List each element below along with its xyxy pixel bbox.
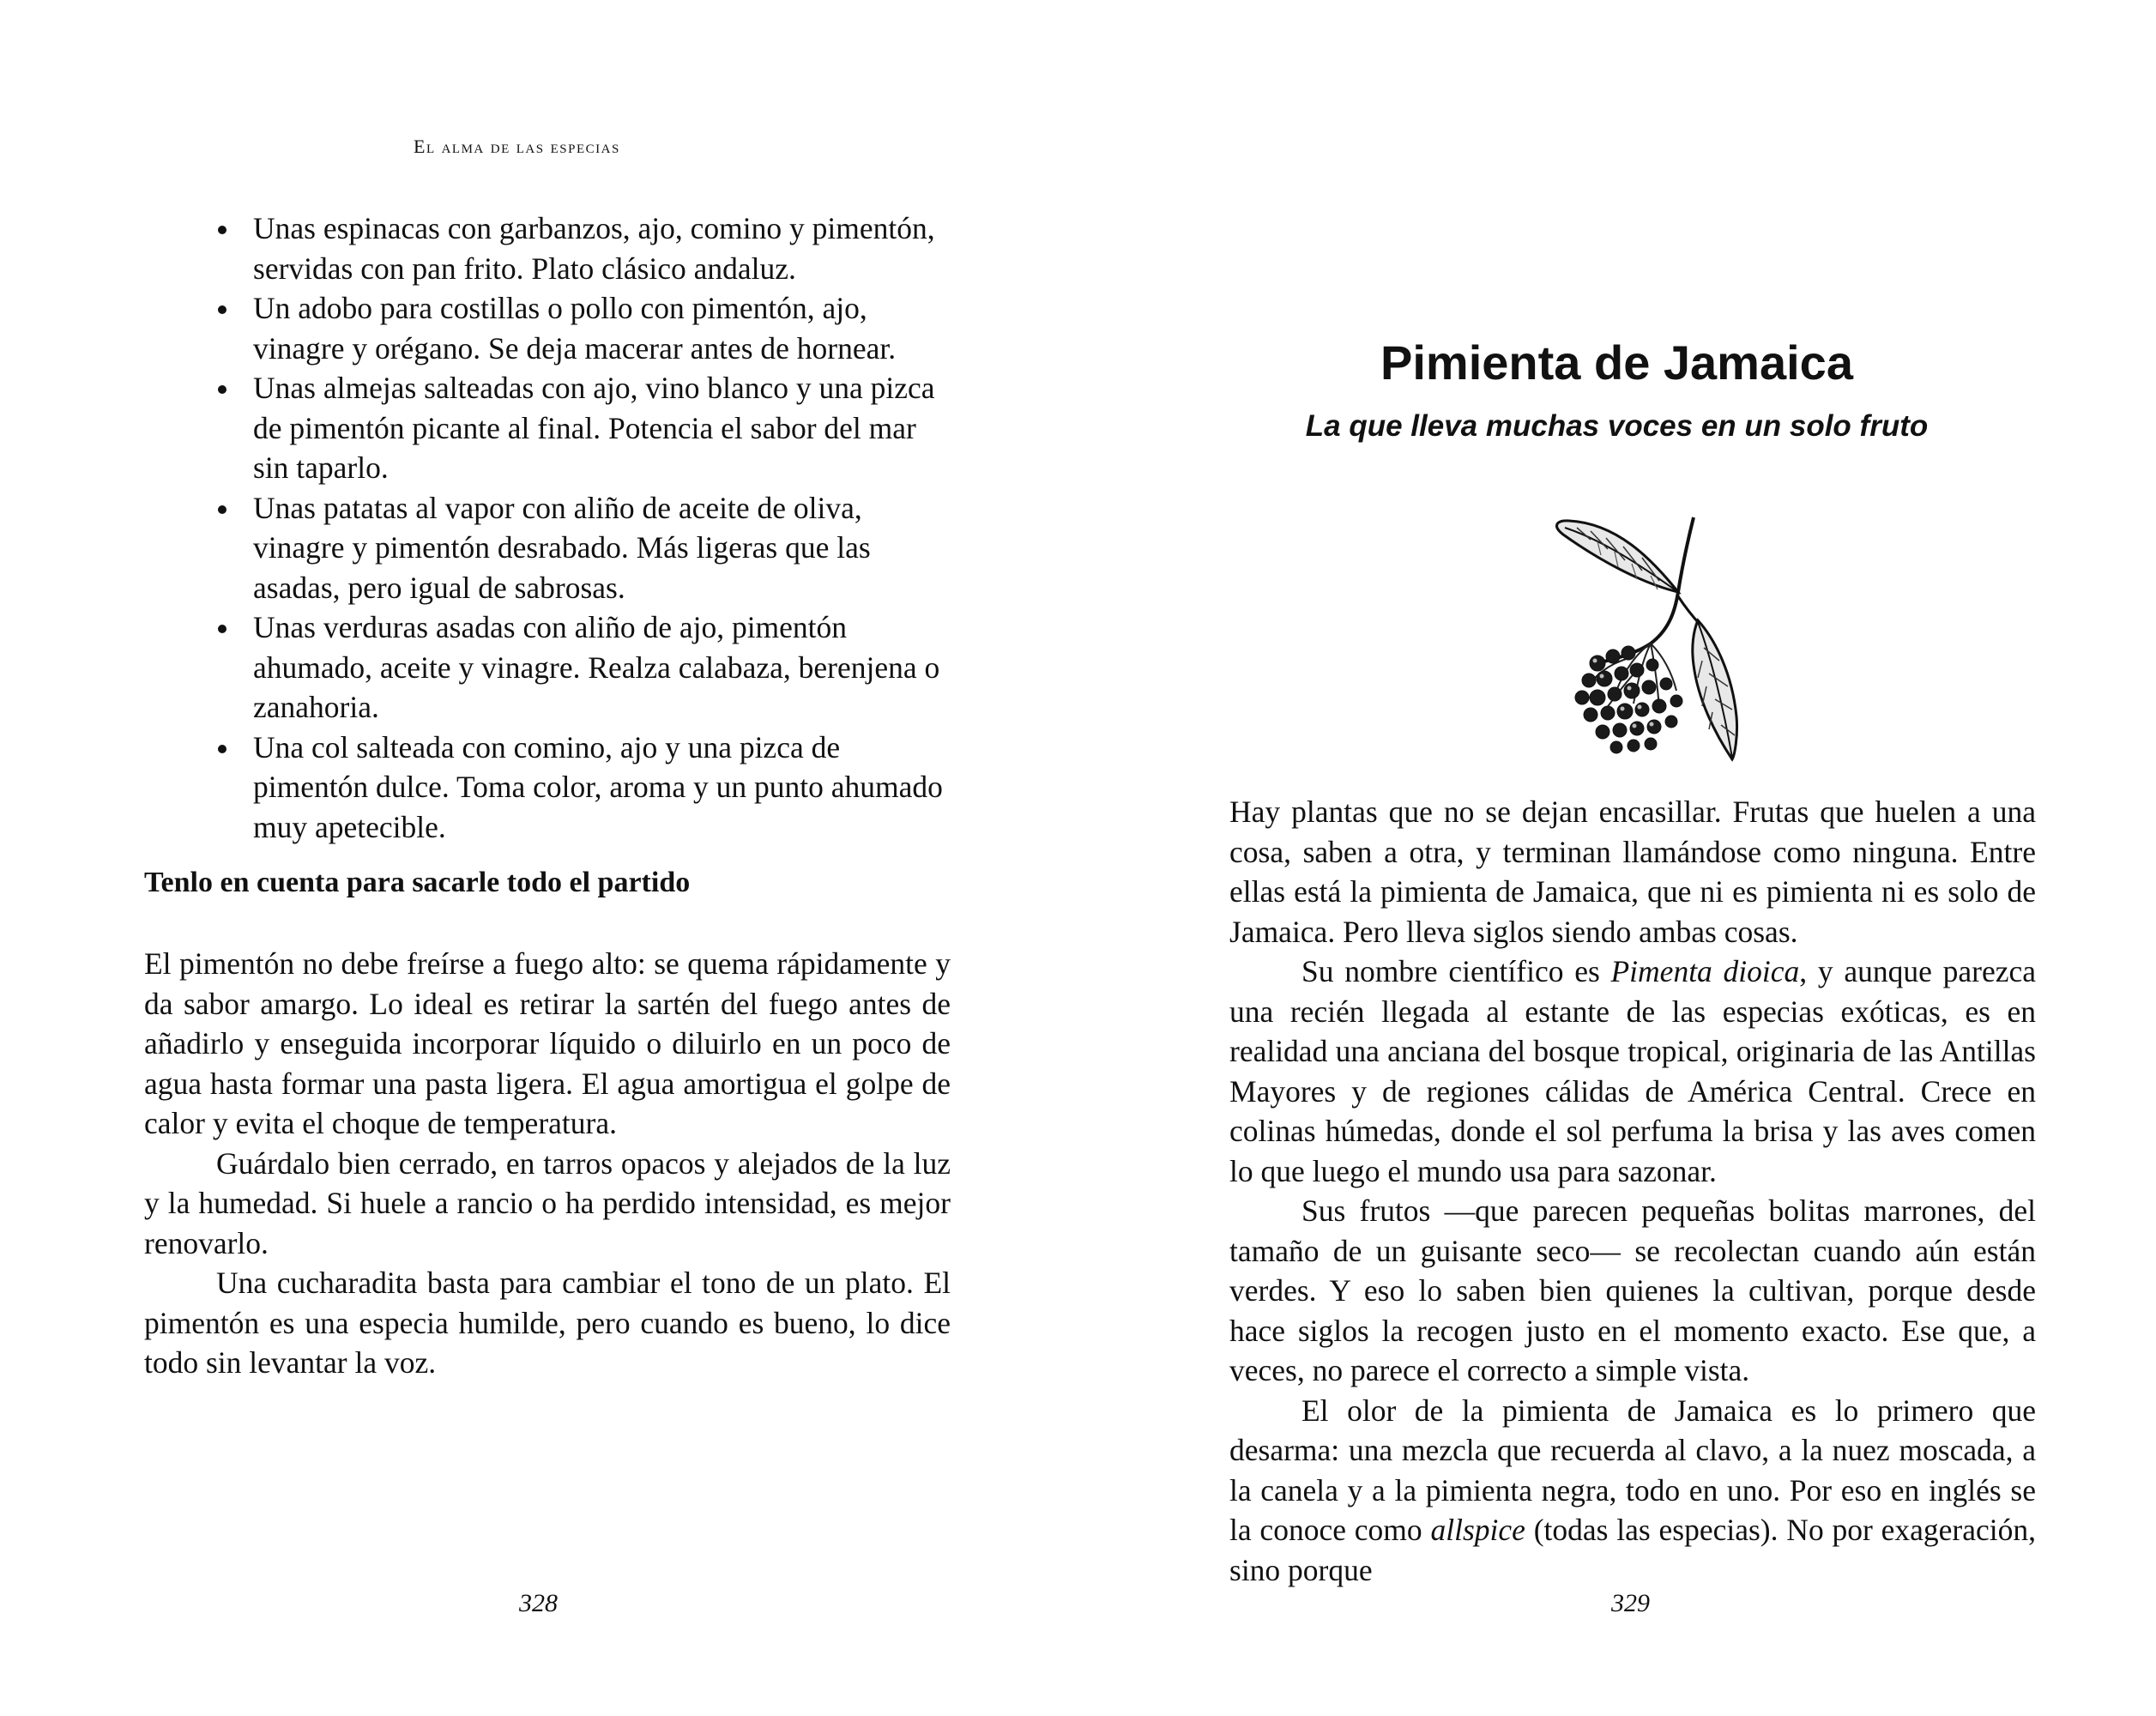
allspice-branch-illustration [1522,511,1754,768]
section-subheading: Tenlo en cuenta para sacarle todo el partido [144,867,691,898]
italic-term: allspice [1430,1513,1525,1547]
right-body-text [1229,792,2036,1590]
paragraph: Una cucharadita basta para cambiar el tono de un plato. El pimentón es una especia humilde, pero cuando es bueno, lo dice todo sin levantar la voz. [144,1266,951,1380]
text-span: (todas las especias). No por exageración, sino porque [1229,1513,2036,1587]
paragraph [1229,1391,2036,1591]
page-number: 329 [1611,1589,1650,1617]
list-item: Unas patatas al vapor con aliño de aceite de oliva, vinagre y pimentón desrabado. Más ligeras que las asadas, pero igual de sabrosas. [214,488,950,608]
paragraph [1229,952,2036,1191]
scientific-name: Pimenta dioica [1610,954,1800,988]
list-item: Unas verduras asadas con aliño de ajo, pimentón ahumado, aceite y vinagre. Realza calabaza, berenjena o zanahoria. [214,607,950,728]
running-head: El alma de las especias [414,136,620,157]
chapter-title: Pimienta de Jamaica [1380,335,1853,390]
paragraph: Guárdalo bien cerrado, en tarros opacos y alejados de la luz y la humedad. Si huele a rancio o ha perdido intensidad, es mejor renovarlo. [144,1145,951,1260]
page-number: 328 [519,1589,558,1617]
right-page [1078,0,2156,1716]
paragraph: Sus frutos —que parecen pequeñas bolitas marrones, del tamaño de un guisante seco— se recolectan cuando aún están verdes. Y eso lo saben bien quienes la cultivan, porque desde hace siglos la recogen justo en el momento exacto. Ese que, a veces, no parece el correcto a simple vista. [1229,1193,2036,1387]
left-body-text [144,944,951,1383]
text-span: , y aunque parezca una recién llegada al estante de las especias exóticas, es en realidad una anciana del bosque tropical, originaria de las Antillas Mayores y de regiones cálidas de América Central. Crece en colinas húmedas, donde el sol perfuma la brisa y las aves comen lo que luego el mundo usa para sazonar. [1229,954,2036,1188]
paragraph: Hay plantas que no se dejan encasillar. Frutas que huelen a una cosa, saben a otra, y terminan llamándose como ninguna. Entre ellas está la pimienta de Jamaica, que ni es pimienta ni es solo de Jamaica. Pero lleva siglos siendo ambas cosas. [1229,795,2036,949]
list-item: Unas espinacas con garbanzos, ajo, comino y pimentón, servidas con pan frito. Plato clásico andaluz. [214,208,950,288]
list-item: Una col salteada con comino, ajo y una pizca de pimentón dulce. Toma color, aroma y un punto ahumado muy apetecible. [214,728,950,848]
paragraph: El pimentón no debe freírse a fuego alto: se quema rápidamente y da sabor amargo. Lo ideal es retirar la sartén del fuego antes de añadirlo y enseguida incorporar líquido o diluirlo en un poco de agua hasta formar una pasta ligera. El agua amortigua el golpe de calor y evita el choque de temperatura. [144,946,951,1140]
list-item: Un adobo para costillas o pollo con pimentón, ajo, vinagre y orégano. Se deja macerar antes de hornear. [214,288,950,368]
list-item: Unas almejas salteadas con ajo, vino blanco y una pizca de pimentón picante al final. Potencia el sabor del mar sin taparlo. [214,368,950,488]
text-span: Su nombre científico es [1301,954,1611,988]
chapter-subtitle: La que lleva muchas voces en un solo fruto [1305,409,1929,443]
text-span: El olor de la pimienta de Jamaica es lo primero que desarma: una mezcla que recuerda al clavo, a la nuez moscada, a la canela y a la pimienta negra, todo en uno. Por eso en inglés se la conoce como [1229,1393,2036,1547]
recipe-bullet-list [214,208,950,847]
